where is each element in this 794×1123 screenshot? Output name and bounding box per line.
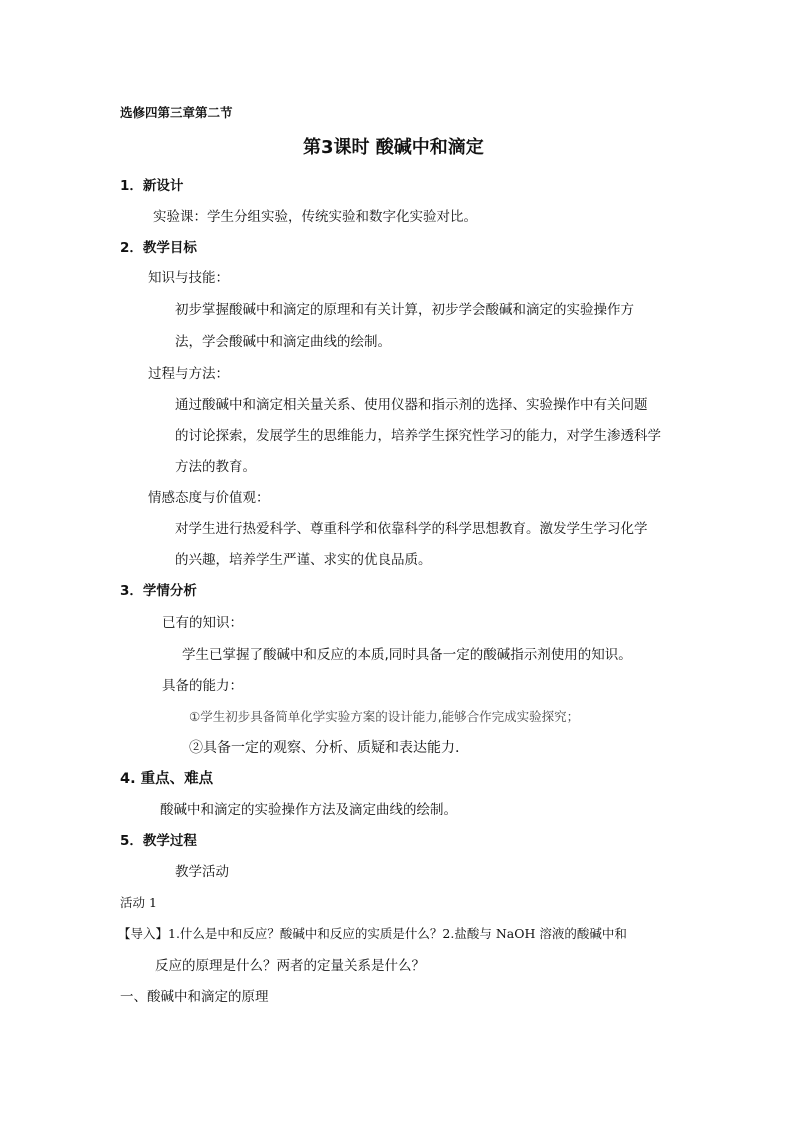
- paragraph-line: 对学生进行热爱科学、尊重科学和依靠科学的科学思想教育。激发学生学习化学: [175, 521, 648, 537]
- subsection-label-ability: 具备的能力：: [162, 678, 243, 694]
- activity-label: 活动 1: [120, 895, 157, 910]
- paragraph-line: 通过酸碱中和滴定相关量关系、使用仪器和指示剂的选择、实验操作中有关问题: [175, 397, 648, 413]
- ability-item-1: ①学生初步具备简单化学实验方案的设计能力,能够合作完成实验探究；: [189, 709, 580, 724]
- ability-item-2: ②具备一定的观察、分析、质疑和表达能力.: [189, 740, 460, 756]
- subsection-label-process: 过程与方法：: [148, 366, 229, 382]
- intro-line: 反应的原理是什么？两者的定量关系是什么？: [155, 958, 425, 974]
- paragraph-line: 方法的教育。: [175, 459, 256, 475]
- section-heading-3: 3．学情分析: [120, 583, 197, 599]
- intro-line: 【导入】1.什么是中和反应？酸碱中和反应的实质是什么？2.盐酸与 NaOH 溶液的酸碱中和: [118, 926, 627, 941]
- paragraph-line: 学生已掌握了酸碱中和反应的本质,同时具备一定的酸碱指示剂使用的知识。: [182, 647, 632, 663]
- paragraph-line: 的兴趣，培养学生严谨、求实的优良品质。: [175, 552, 432, 568]
- subheading-principle: 一、酸碱中和滴定的原理: [120, 989, 269, 1005]
- paragraph-line: 实验课：学生分组实验，传统实验和数字化实验对比。: [153, 209, 477, 225]
- subsection-label-emotion: 情感态度与价值观：: [148, 490, 270, 506]
- page-title: 第3课时 酸碱中和滴定: [303, 137, 484, 158]
- activity-header: 教学活动: [175, 864, 229, 880]
- paragraph-line: 酸碱中和滴定的实验操作方法及滴定曲线的绘制。: [160, 802, 457, 818]
- subsection-label-knowledge: 知识与技能：: [148, 270, 229, 286]
- section-heading-1: 1．新设计: [120, 178, 184, 194]
- paragraph-line: 初步掌握酸碱中和滴定的原理和有关计算，初步学会酸碱和滴定的实验操作方: [175, 302, 634, 318]
- section-heading-5: 5．教学过程: [120, 833, 197, 849]
- paragraph-line: 法，学会酸碱中和滴定曲线的绘制。: [175, 334, 391, 350]
- section-heading-2: 2．教学目标: [120, 240, 197, 256]
- chapter-label: 选修四第三章第二节: [120, 105, 233, 120]
- subsection-label-known: 已有的知识：: [162, 615, 243, 631]
- paragraph-line: 的讨论探索，发展学生的思维能力，培养学生探究性学习的能力，对学生渗透科学: [175, 428, 661, 444]
- section-heading-4: 4. 重点、难点: [120, 771, 214, 787]
